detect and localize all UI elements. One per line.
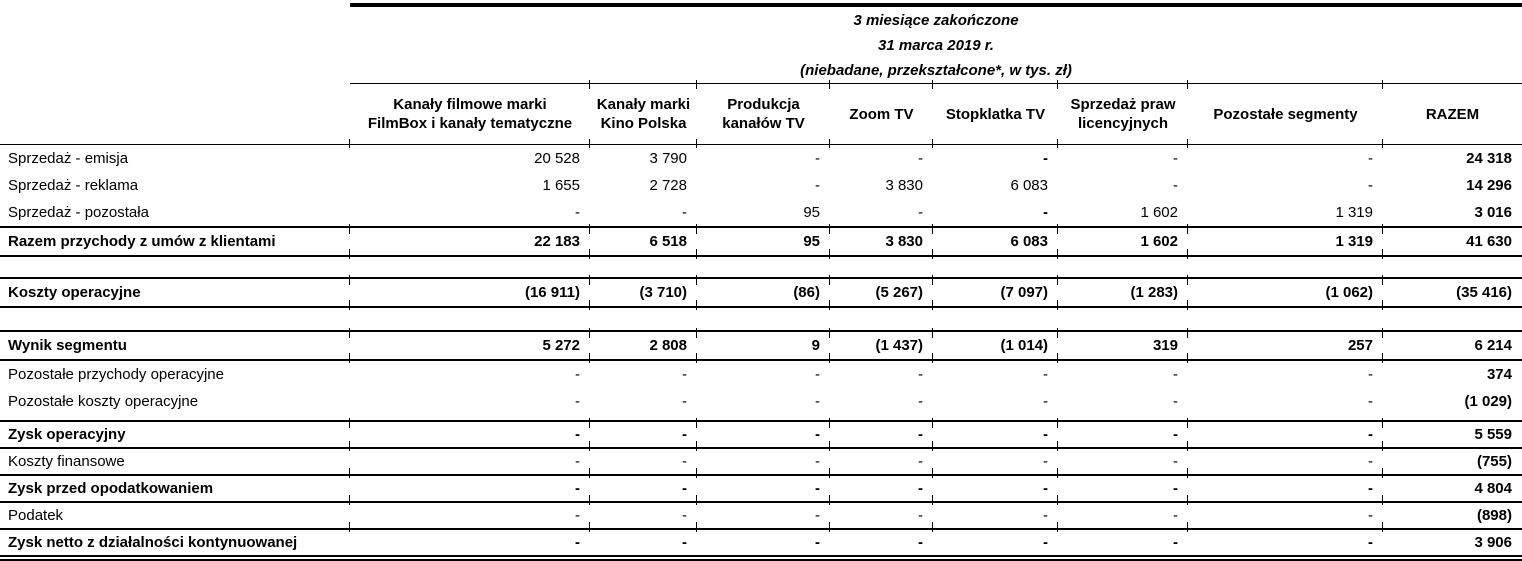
cell-value: -: [575, 204, 580, 221]
row-label: Zysk przed opodatkowaniem: [0, 475, 350, 502]
row-label: Zysk operacyjny: [0, 421, 350, 448]
table-row: [0, 360, 1522, 388]
table-row: [0, 388, 1522, 415]
cell-value: (1 014): [933, 331, 1058, 360]
cell-value: -: [590, 421, 697, 448]
cell-value: -: [1188, 502, 1383, 529]
cell-value: 5 272: [350, 331, 590, 360]
cell-value: -: [697, 502, 830, 529]
column-header: Zoom TV: [830, 84, 933, 145]
row-label: Sprzedaż - emisja: [8, 150, 129, 167]
cell-value: -: [350, 529, 590, 558]
cell-value: -: [682, 393, 687, 410]
cell-value: -: [1368, 393, 1373, 410]
cell-value: -: [1058, 475, 1188, 502]
cell-value: (5 267): [830, 278, 933, 307]
column-header: Pozostałe segmenty: [1188, 84, 1383, 145]
row-label: Koszty operacyjne: [0, 278, 350, 307]
cell-value: -: [815, 177, 820, 194]
cell-value: -: [590, 448, 697, 475]
cell-value: -: [830, 529, 933, 558]
cell-value: (898): [1383, 502, 1522, 529]
cell-value: -: [815, 366, 820, 383]
cell-value: -: [590, 475, 697, 502]
cell-value: -: [815, 150, 820, 167]
cell-value: 1 655: [542, 177, 580, 194]
cell-value: 4 804: [1383, 475, 1522, 502]
cell-value: -: [1058, 448, 1188, 475]
cell-value: -: [1188, 448, 1383, 475]
period-header: [350, 5, 1522, 84]
cell-value: 1 319: [1335, 204, 1373, 221]
cell-value: 319: [1058, 331, 1188, 360]
table-row: [0, 475, 1522, 502]
cell-value: -: [933, 475, 1058, 502]
cell-value: -: [815, 393, 820, 410]
cell-value: -: [1173, 393, 1178, 410]
cell-value: -: [1173, 366, 1178, 383]
cell-value: -: [1043, 366, 1048, 383]
cell-value: 2 808: [590, 331, 697, 360]
cell-value: -: [1043, 150, 1048, 167]
cell-value: 14 296: [1466, 177, 1512, 194]
cell-value: -: [1368, 366, 1373, 383]
cell-value: 3 016: [1474, 204, 1512, 221]
cell-value: (755): [1383, 448, 1522, 475]
column-header: Produkcja kanałów TV: [697, 84, 830, 145]
cell-value: -: [918, 393, 923, 410]
cell-value: -: [1173, 177, 1178, 194]
cell-value: -: [918, 204, 923, 221]
cell-value: -: [682, 366, 687, 383]
cell-value: -: [575, 366, 580, 383]
column-header: Stopklatka TV: [933, 84, 1058, 145]
cell-value: -: [1173, 150, 1178, 167]
cell-value: 41 630: [1383, 227, 1522, 256]
period-line-3: (niebadane, przekształcone*, w tys. zł): [800, 61, 1072, 79]
cell-value: 1 319: [1188, 227, 1383, 256]
cell-value: 6 083: [1010, 177, 1048, 194]
table-row: [0, 448, 1522, 475]
cell-value: -: [697, 475, 830, 502]
cell-value: -: [682, 204, 687, 221]
cell-value: (7 097): [933, 278, 1058, 307]
cell-value: -: [918, 366, 923, 383]
cell-value: -: [1188, 475, 1383, 502]
cell-value: -: [1058, 421, 1188, 448]
segment-results-table: [0, 3, 1522, 561]
period-header-row: [0, 5, 1522, 84]
cell-value: -: [350, 421, 590, 448]
cell-value: 6 518: [590, 227, 697, 256]
table-row: [0, 529, 1522, 558]
cell-value: -: [933, 448, 1058, 475]
cell-value: -: [918, 150, 923, 167]
section-gap: [0, 307, 1522, 331]
cell-value: 257: [1188, 331, 1383, 360]
cell-value: (1 437): [830, 331, 933, 360]
section-gap-cell: [0, 256, 1522, 278]
cell-value: 95: [803, 204, 820, 221]
corner-blank-cell: [0, 84, 350, 145]
cell-value: (16 911): [350, 278, 590, 307]
table-row: [0, 145, 1522, 173]
cell-value: -: [1188, 529, 1383, 558]
cell-value: (35 416): [1383, 278, 1522, 307]
cell-value: -: [830, 475, 933, 502]
cell-value: 1 602: [1140, 204, 1178, 221]
cell-value: -: [830, 421, 933, 448]
table-row: [0, 502, 1522, 529]
table-row: [0, 227, 1522, 256]
cell-value: 9: [697, 331, 830, 360]
table-row: [0, 421, 1522, 448]
cell-value: 3 906: [1383, 529, 1522, 558]
cell-value: -: [590, 529, 697, 558]
row-label: Sprzedaż - pozostała: [8, 204, 149, 221]
corner-blank-cell: [0, 5, 350, 84]
cell-value: (1 029): [1464, 393, 1512, 410]
cell-value: 20 528: [534, 150, 580, 167]
cell-value: 374: [1486, 366, 1512, 383]
row-label: Pozostałe koszty operacyjne: [8, 393, 199, 410]
row-label: Sprzedaż - reklama: [8, 177, 139, 194]
cell-value: 2 728: [649, 177, 687, 194]
row-label: Zysk netto z działalności kontynuowanej: [0, 529, 350, 558]
cell-value: (86): [697, 278, 830, 307]
cell-value: -: [933, 529, 1058, 558]
cell-value: 5 559: [1383, 421, 1522, 448]
cell-value: -: [697, 448, 830, 475]
cell-value: -: [350, 448, 590, 475]
table-row: [0, 278, 1522, 307]
period-line-2: 31 marca 2019 r.: [878, 36, 994, 54]
cell-value: -: [1058, 502, 1188, 529]
cell-value: 6 083: [933, 227, 1058, 256]
cell-value: -: [1043, 204, 1048, 221]
column-header: RAZEM: [1383, 84, 1522, 145]
cell-value: -: [1188, 421, 1383, 448]
table-row: [0, 199, 1522, 227]
cell-value: (1 062): [1188, 278, 1383, 307]
cell-value: -: [350, 475, 590, 502]
column-header: Kanały marki Kino Polska: [590, 84, 697, 145]
cell-value: 1 602: [1058, 227, 1188, 256]
cell-value: -: [1043, 393, 1048, 410]
table-row: [0, 331, 1522, 360]
section-gap-cell: [0, 307, 1522, 331]
cell-value: -: [830, 502, 933, 529]
cell-value: -: [590, 502, 697, 529]
section-gap: [0, 256, 1522, 278]
column-header: Kanały filmowe marki FilmBox i kanały tematyczne: [350, 84, 590, 145]
cell-value: -: [933, 421, 1058, 448]
row-label: Podatek: [0, 502, 350, 529]
row-label: Razem przychody z umów z klientami: [0, 227, 350, 256]
cell-value: -: [350, 502, 590, 529]
cell-value: -: [1058, 529, 1188, 558]
cell-value: -: [1368, 150, 1373, 167]
row-label: Koszty finansowe: [0, 448, 350, 475]
cell-value: -: [697, 421, 830, 448]
row-label: Pozostałe przychody operacyjne: [8, 366, 224, 383]
cell-value: 3 830: [830, 227, 933, 256]
cell-value: 3 790: [649, 150, 687, 167]
column-header: Sprzedaż praw licencyjnych: [1058, 84, 1188, 145]
cell-value: -: [830, 448, 933, 475]
period-line-1: 3 miesiące zakończone: [853, 11, 1019, 29]
column-header-row: [0, 84, 1522, 145]
cell-value: -: [697, 529, 830, 558]
cell-value: (1 283): [1058, 278, 1188, 307]
cell-value: 22 183: [350, 227, 590, 256]
cell-value: 6 214: [1383, 331, 1522, 360]
cell-value: (3 710): [590, 278, 697, 307]
row-label: Wynik segmentu: [0, 331, 350, 360]
cell-value: 95: [697, 227, 830, 256]
cell-value: -: [1368, 177, 1373, 194]
cell-value: 3 830: [885, 177, 923, 194]
cell-value: -: [933, 502, 1058, 529]
cell-value: -: [575, 393, 580, 410]
table-row: [0, 172, 1522, 199]
cell-value: 24 318: [1466, 150, 1512, 167]
